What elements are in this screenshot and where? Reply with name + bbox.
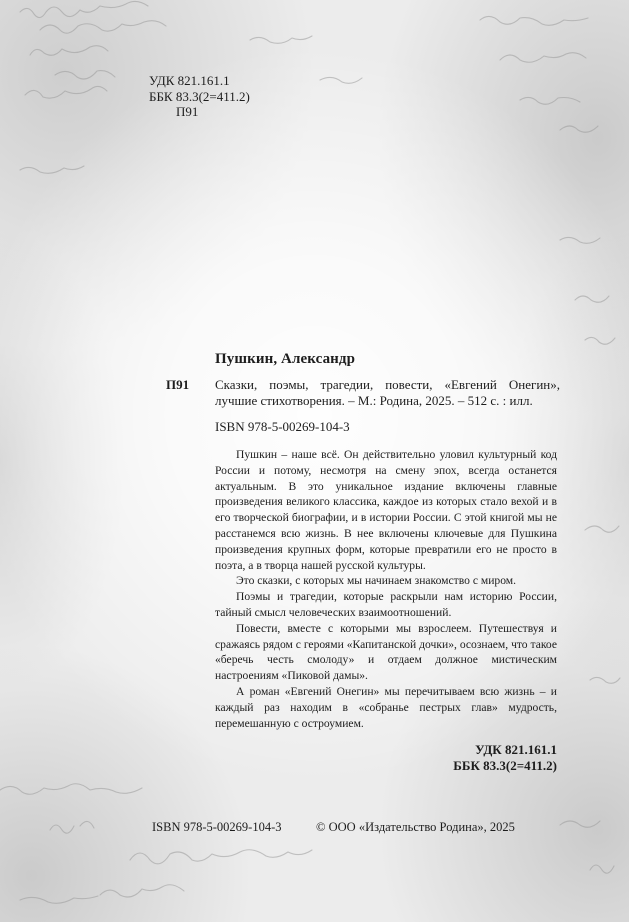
catalog-author-mark: П91: [166, 377, 190, 392]
bbk-code: ББК 83.3(2=411.2): [149, 88, 250, 104]
classification-block-bottom: [453, 742, 557, 773]
udk-code: УДК 821.161.1: [149, 73, 230, 88]
footer-copyright: © ООО «Издательство Родина», 2025: [316, 820, 515, 834]
udk-code: УДК 821.161.1: [475, 742, 557, 757]
catalog-isbn: ISBN 978-5-00269-104-3: [215, 419, 350, 434]
footer-isbn: ISBN 978-5-00269-104-3: [152, 820, 282, 834]
catalog-description: Сказки, поэмы, трагедии, повести, «Евгений Онегин», лучшие стихотворения. – М.: Родина, 2025. – 512 с. : илл.: [215, 377, 560, 408]
bbk-code: ББК 83.3(2=411.2): [453, 757, 557, 773]
annotation-paragraph: Пушкин – наше всё. Он действительно уловил культурный код России и потому, несмотря на смену эпох, всегда останется актуальным. В это уникальное издание включены главные произведения великого классика, каждое из которых стало вехой и в его творческой биографии, и в истории России. С этой книгой мы не расстанемся всю жизнь. В нее включены ключевые для Пушкина произведения крупных форм, которые превратили его не просто в поэта, а в творца нашей русской культуры.: [215, 448, 557, 572]
book-annotation: [215, 447, 557, 731]
annotation-paragraph: А роман «Евгений Онегин» мы перечитываем всю жизнь – и каждый раз находим в «собранье пестрых глав» мудрость, перемешанную с остроумием.: [215, 684, 557, 730]
annotation-paragraph: Это сказки, с которых мы начинаем знакомство с миром.: [236, 574, 517, 588]
annotation-paragraph: Повести, вместе с которыми мы взрослеем. Путешествуя и сражаясь рядом с героями «Капитанской дочки», осознаем, что такое «беречь честь смолоду» и отдаем должное мистическим настроениям «Пиковой дамы».: [215, 621, 557, 683]
author-mark: П91: [176, 104, 199, 119]
catalog-author: Пушкин, Александр: [215, 351, 356, 367]
annotation-paragraph: Поэмы и трагедии, которые раскрыли нам историю России, тайный смысл человеческих взаимоотношений.: [215, 590, 557, 619]
classification-block-top: [149, 73, 250, 120]
